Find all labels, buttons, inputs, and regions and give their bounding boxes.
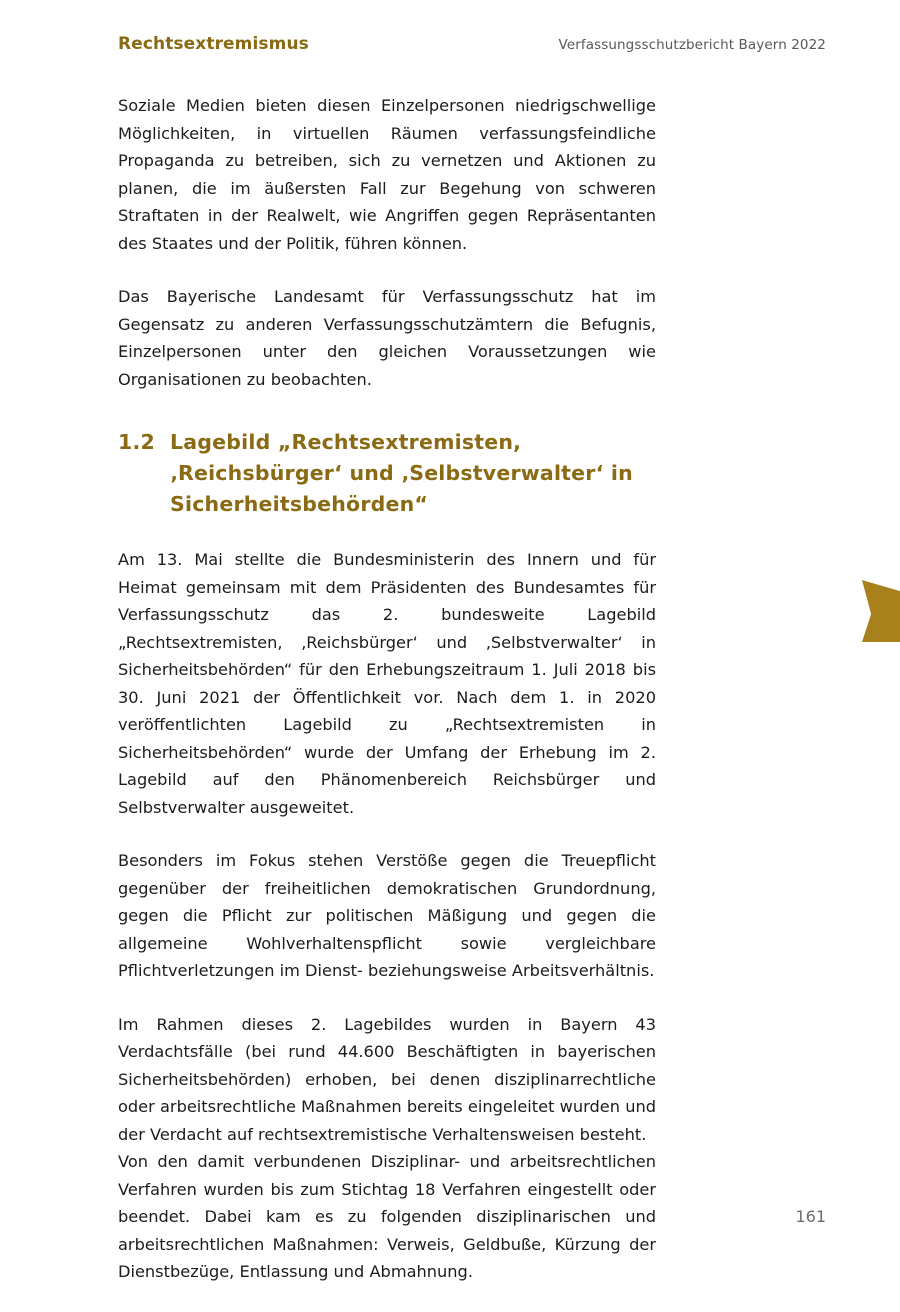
paragraph-5: Im Rahmen dieses 2. Lagebildes wurden in Bayern 43 Verdachtsfälle (bei rund 44.600 Beschäftigten in bayerischen Sicherheitsbehörden) erhoben, bei denen disziplinarrechtliche oder arbeitsrechtliche Maßnahmen bereits eingeleitet wurden und der Verdacht auf rechtsextremistische Verhaltensweisen besteht. (118, 1014, 656, 1144)
paragraph-4: Besonders im Fokus stehen Verstöße gegen die Treuepflicht gegenüber der freiheitlichen demokratischen Grundordnung, gegen die Pflicht zur politischen Mäßigung und gegen die allgemeine Wohlverhaltenspflicht sowie vergleichbare Pflichtverletzungen im Dienst- beziehungsweise Arbeitsverhältnis. (118, 851, 656, 980)
paragraph-6: Von den damit verbundenen Disziplinar- und arbeitsrechtlichen Verfahren wurden bis zum Stichtag 18 Verfahren eingestellt oder beendet. Dabei kam es zu folgenden disziplinarischen und arbeitsrechtlichen Maßnahmen: Verweis, Geldbuße, Kürzung der Dienstbezüge, Entlassung und Abmahnung. (118, 1152, 656, 1281)
chapter-edge-marker (862, 580, 900, 642)
chapter-edge-marker-shape (862, 580, 900, 642)
running-head-report-title: Verfassungsschutzbericht Bayern 2022 (558, 37, 826, 53)
paragraph-1: Soziale Medien bieten diesen Einzelpersonen niedrigschwellige Möglichkeiten, in virtuellen Räumen verfassungsfeindliche Propaganda zu betreiben, sich zu vernetzen und Aktionen zu planen, die im äußersten Fall zur Begehung von schweren Straftaten in der Realwelt, wie Angriffen gegen Repräsentanten des Staates und der Politik, führen können. (118, 96, 656, 253)
paragraph-3: Am 13. Mai stellte die Bundesministerin des Innern und für Heimat gemeinsam mit dem Präsidenten des Bundesamtes für Verfassungsschutz das 2. bundesweite Lagebild „Rechtsextremisten, ‚Reichsbürger‘ und ‚Selbstverwalter‘ in Sicherheitsbehörden“ für den Erhebungszeitraum 1. Juli 2018 bis 30. Juni 2021 der Öffentlichkeit vor. Nach dem 1. in 2020 veröffentlichten Lagebild zu „Rechtsextremisten in Sicherheitsbehörden“ wurde der Umfang der Erhebung im 2. Lagebild auf den Phänomenbereich Reichsbürger und Selbstverwalter ausgeweitet. (118, 550, 656, 817)
section-heading-number: 1.2 (118, 430, 155, 454)
section-heading (118, 427, 656, 520)
page-number: 161 (795, 1207, 826, 1226)
paragraph-2: Das Bayerische Landesamt für Verfassungsschutz hat im Gegensatz zu anderen Verfassungsschutzämtern die Befugnis, Einzelpersonen unter den gleichen Voraussetzungen wie Organisationen zu beobachten. (118, 287, 656, 389)
running-head-chapter: Rechtsextremismus (118, 34, 309, 54)
page-content (118, 92, 656, 1312)
section-heading-title: Lagebild „Rechtsextremisten, ‚Reichsbürger‘ und ‚Selbstverwalter‘ in Sicherheitsbehörden“ (170, 430, 633, 516)
running-head (118, 34, 826, 54)
